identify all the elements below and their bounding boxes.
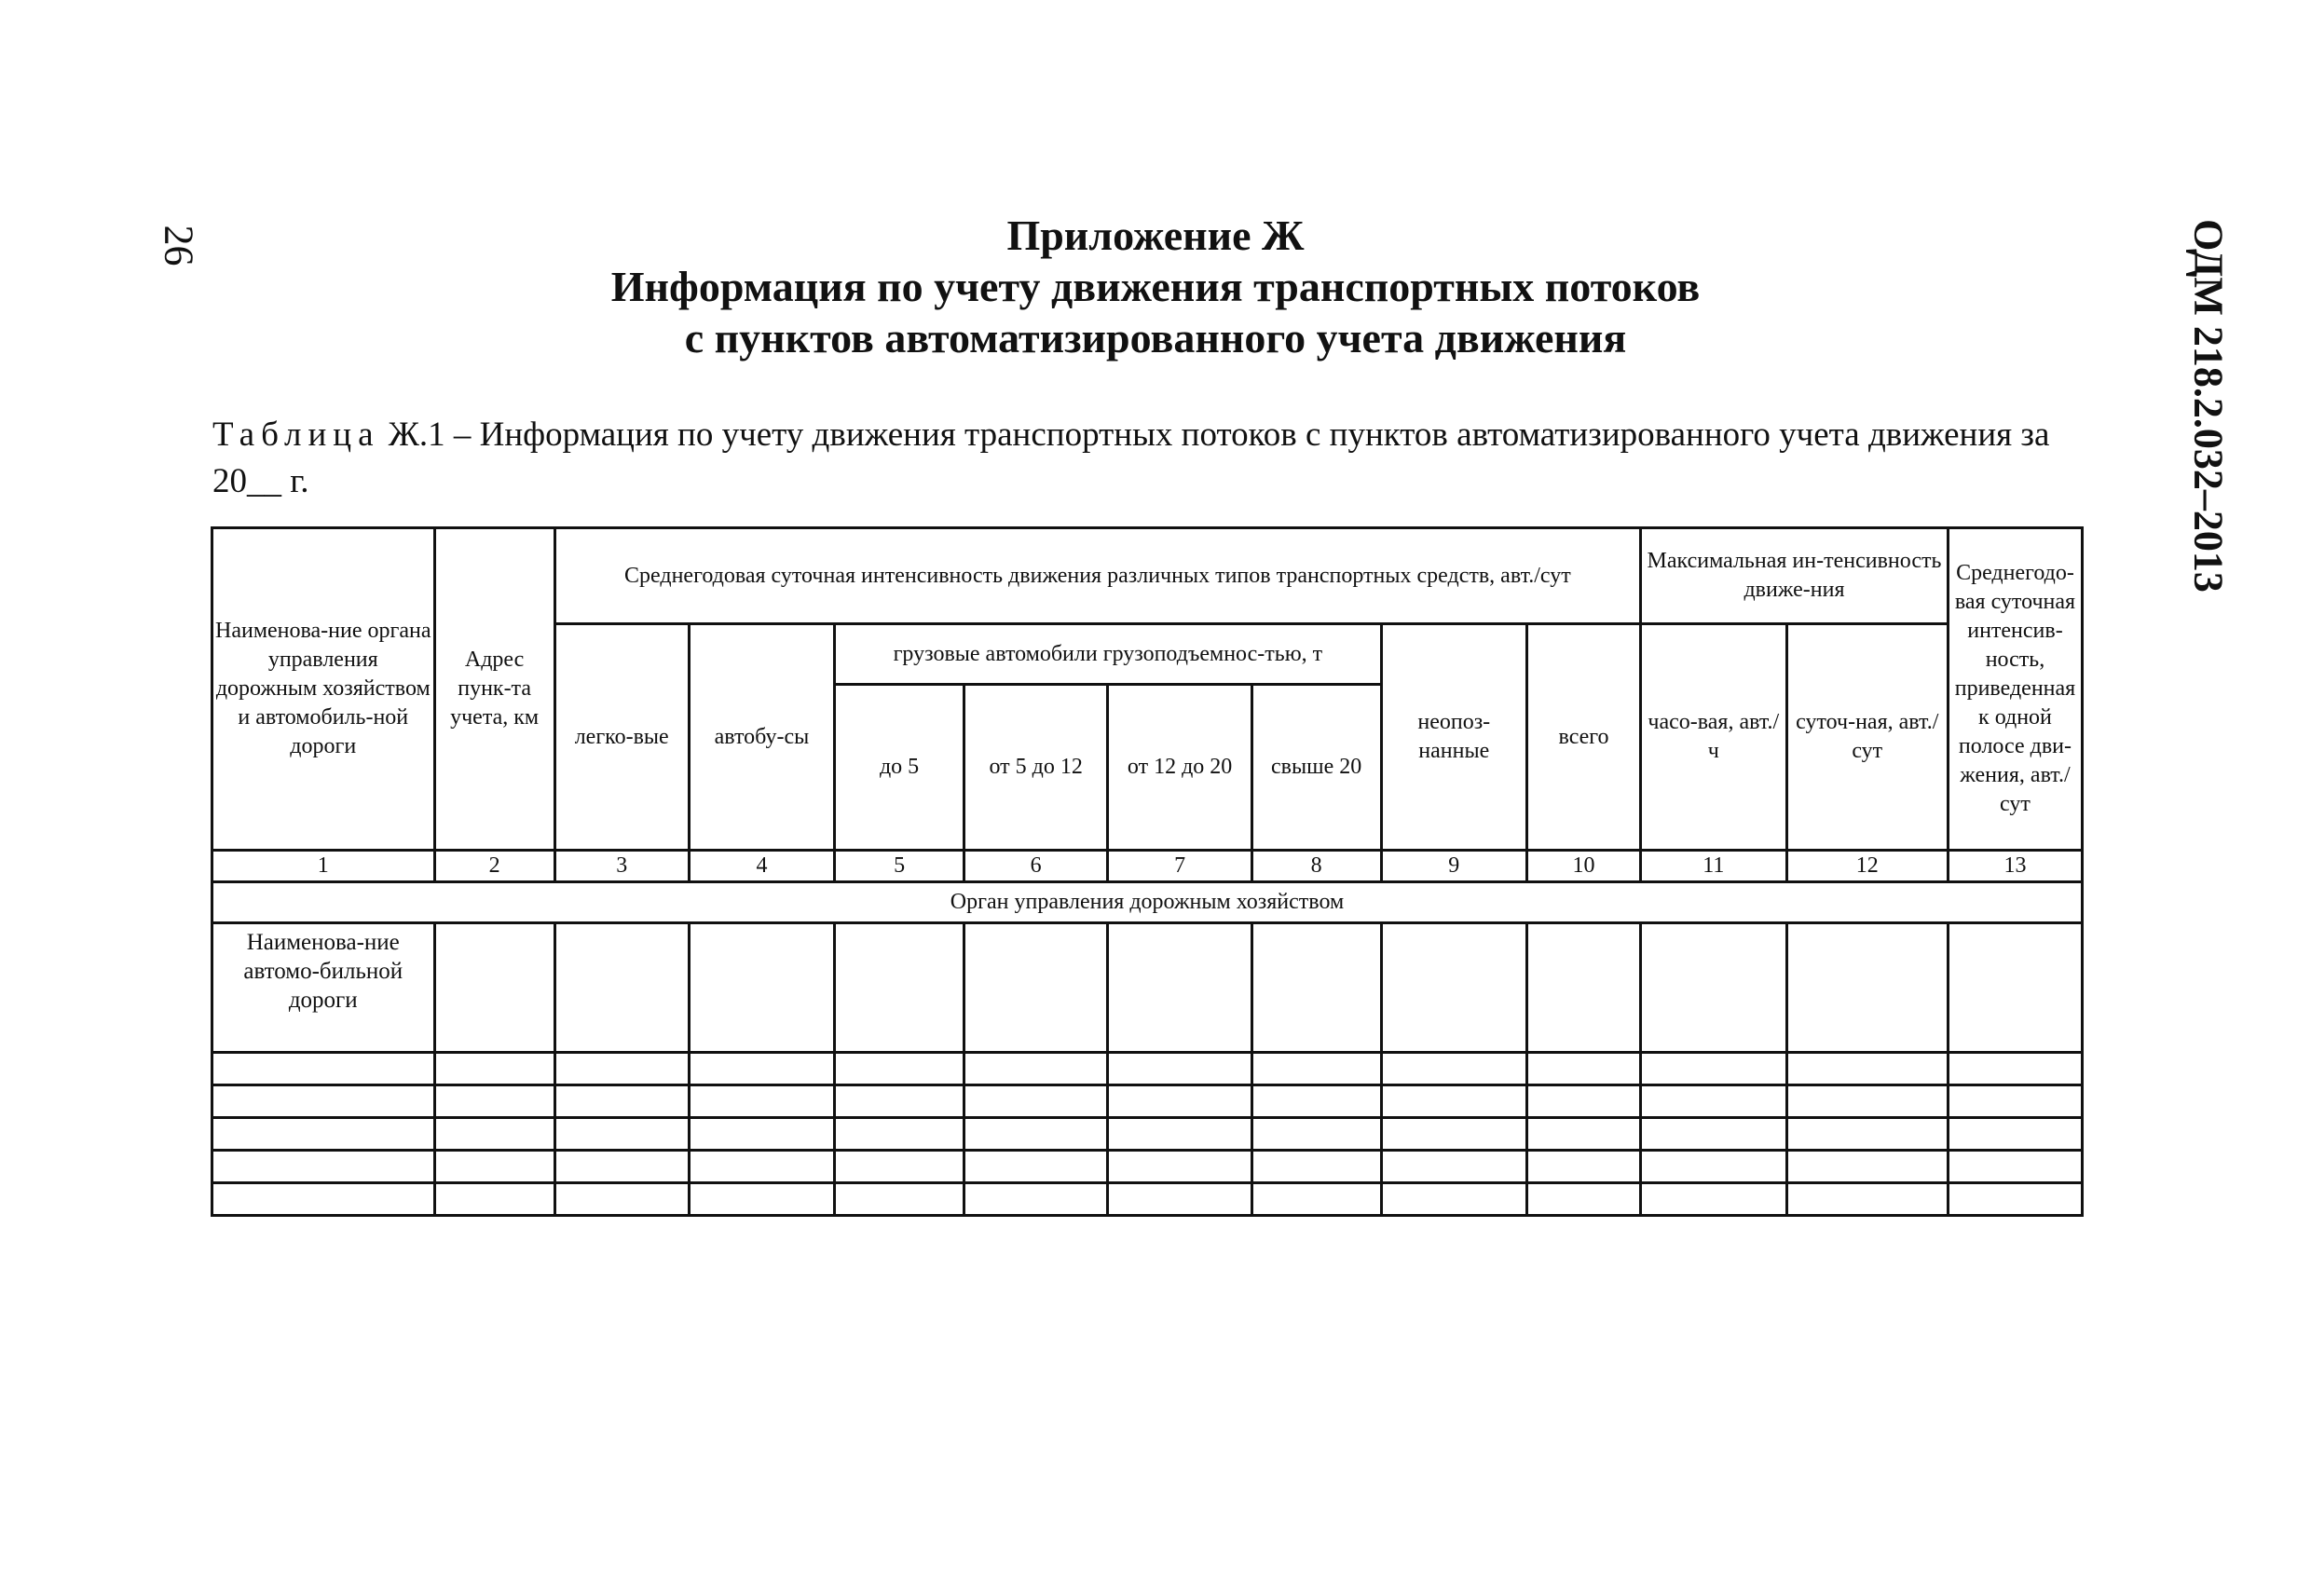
table-row [212,1053,2083,1085]
column-number: 7 [1108,851,1251,882]
column-number: 12 [1786,851,1948,882]
table-cell [689,923,835,1053]
header-total: всего [1527,624,1641,851]
table-cell [1251,1118,1381,1151]
table-cell [835,1151,964,1183]
table-cell [1786,923,1948,1053]
table-cell [434,1118,554,1151]
header-trucks-group: грузовые автомобили грузоподъемнос-тью, т [835,624,1381,685]
table-cell [554,1085,689,1118]
header-cars: легко-вые [554,624,689,851]
page-number: 26 [156,225,202,266]
header-over-20: свыше 20 [1251,685,1381,851]
table-cell [1948,1183,2082,1216]
table-cell [835,1118,964,1151]
table-cell [964,1053,1107,1085]
table-cell [1527,1085,1641,1118]
table-cell [1251,1151,1381,1183]
column-number: 6 [964,851,1107,882]
table-cell [434,1085,554,1118]
header-up-to-5: до 5 [835,685,964,851]
table-cell [1786,1183,1948,1216]
table-cell [1381,1085,1527,1118]
table-caption [212,412,2104,505]
table-cell [1251,923,1381,1053]
table-cell [434,923,554,1053]
table-cell [964,1118,1107,1151]
table-cell [1251,1085,1381,1118]
header-max-intensity-group: Максимальная ин-тенсивность движе-ния [1641,528,1949,624]
column-number: 9 [1381,851,1527,882]
table-cell [689,1183,835,1216]
table-cell [689,1151,835,1183]
table-cell [1251,1053,1381,1085]
column-number: 5 [835,851,964,882]
appendix-subtitle-line1: Информация по учету движения транспортных потоков [610,263,1701,310]
appendix-subtitle-line2: с пунктов автоматизированного учета движения [684,314,1627,361]
column-number: 4 [689,851,835,882]
table-caption-label: Таблица [212,416,380,454]
table-cell [689,1085,835,1118]
table-cell [1381,1151,1527,1183]
table-cell [1641,1183,1787,1216]
table-cell [554,1151,689,1183]
table-row [212,1118,2083,1151]
table-cell [1641,1053,1787,1085]
table-cell [1641,1151,1787,1183]
table-cell [1948,1053,2082,1085]
table-cell [964,1085,1107,1118]
header-buses: автобу-сы [689,624,835,851]
table-cell [1786,1118,1948,1151]
table-cell [964,1151,1107,1183]
table-row [212,1183,2083,1216]
table-cell [1381,923,1527,1053]
column-number: 10 [1527,851,1641,882]
table-cell [1108,1151,1251,1183]
table-cell [1381,1053,1527,1085]
table-cell [689,1118,835,1151]
table-cell [212,1085,435,1118]
table-cell [212,1053,435,1085]
table-cell [1108,1183,1251,1216]
appendix-heading [373,210,1938,363]
header-per-lane: Среднегодо-вая суточная интенсив-ность, приведенная к одной полосе дви-жения, авт./ сут [1948,528,2082,851]
table-cell [964,1183,1107,1216]
table-cell [1108,923,1251,1053]
table-cell [1786,1085,1948,1118]
table-cell [212,1151,435,1183]
table-cell [835,1183,964,1216]
table-row [212,1085,2083,1118]
table-cell [1527,923,1641,1053]
table-cell [212,1183,435,1216]
table-cell [1948,923,2082,1053]
table-cell [1251,1183,1381,1216]
column-number: 8 [1251,851,1381,882]
table-cell [434,1151,554,1183]
table-cell [434,1183,554,1216]
table-cell [1948,1151,2082,1183]
table-cell [835,1053,964,1085]
section-title: Орган управления дорожным хозяйством [212,882,2083,923]
table-cell [554,1053,689,1085]
table-cell [1948,1118,2082,1151]
table-cell [554,923,689,1053]
table-row [212,1151,2083,1183]
table-cell [689,1053,835,1085]
header-hourly: часо-вая, авт./ч [1641,624,1787,851]
column-number: 3 [554,851,689,882]
table-cell [1641,923,1787,1053]
header-from-12-to-20: от 12 до 20 [1108,685,1251,851]
header-from-5-to-12: от 5 до 12 [964,685,1107,851]
table-cell [212,1118,435,1151]
table-cell [554,1118,689,1151]
table-caption-text: Ж.1 – Информация по учету движения транспортных потоков с пунктов автоматизированного учета движения за 20__ г. [212,416,2050,500]
table-cell [1108,1085,1251,1118]
traffic-info-table [211,526,2084,1217]
table-cell [1527,1118,1641,1151]
column-number-row [212,851,2083,882]
table-cell [1108,1053,1251,1085]
header-address: Адрес пунк-та учета, км [434,528,554,851]
header-unidentified: неопоз-нанные [1381,624,1527,851]
column-number: 13 [1948,851,2082,882]
table-cell [1381,1118,1527,1151]
header-road-name: Наименова-ние органа управления дорожным хозяйством и автомобиль-ной дороги [212,528,435,851]
table-cell [835,923,964,1053]
table-cell [1527,1151,1641,1183]
table-cell [1527,1053,1641,1085]
table-cell [1641,1118,1787,1151]
appendix-title: Приложение Ж [1006,211,1305,259]
road-name-cell: Наименова-ние автомо-бильной дороги [212,923,435,1053]
header-avg-daily-group: Среднегодовая суточная интенсивность движения различных типов транспортных средств, авт./сут [554,528,1640,624]
column-number: 11 [1641,851,1787,882]
table-cell [554,1183,689,1216]
table-cell [1641,1085,1787,1118]
table-cell [835,1085,964,1118]
table-cell [1108,1118,1251,1151]
table-cell [434,1053,554,1085]
table-cell [1381,1183,1527,1216]
column-number: 2 [434,851,554,882]
table-cell [1948,1085,2082,1118]
table-row [212,923,2083,1053]
table-cell [1786,1151,1948,1183]
table-cell [1786,1053,1948,1085]
table-cell [1527,1183,1641,1216]
column-number: 1 [212,851,435,882]
header-daily: суточ-ная, авт./сут [1786,624,1948,851]
document-code: ОДМ 218.2.032–2013 [2185,219,2232,593]
table-cell [964,923,1107,1053]
